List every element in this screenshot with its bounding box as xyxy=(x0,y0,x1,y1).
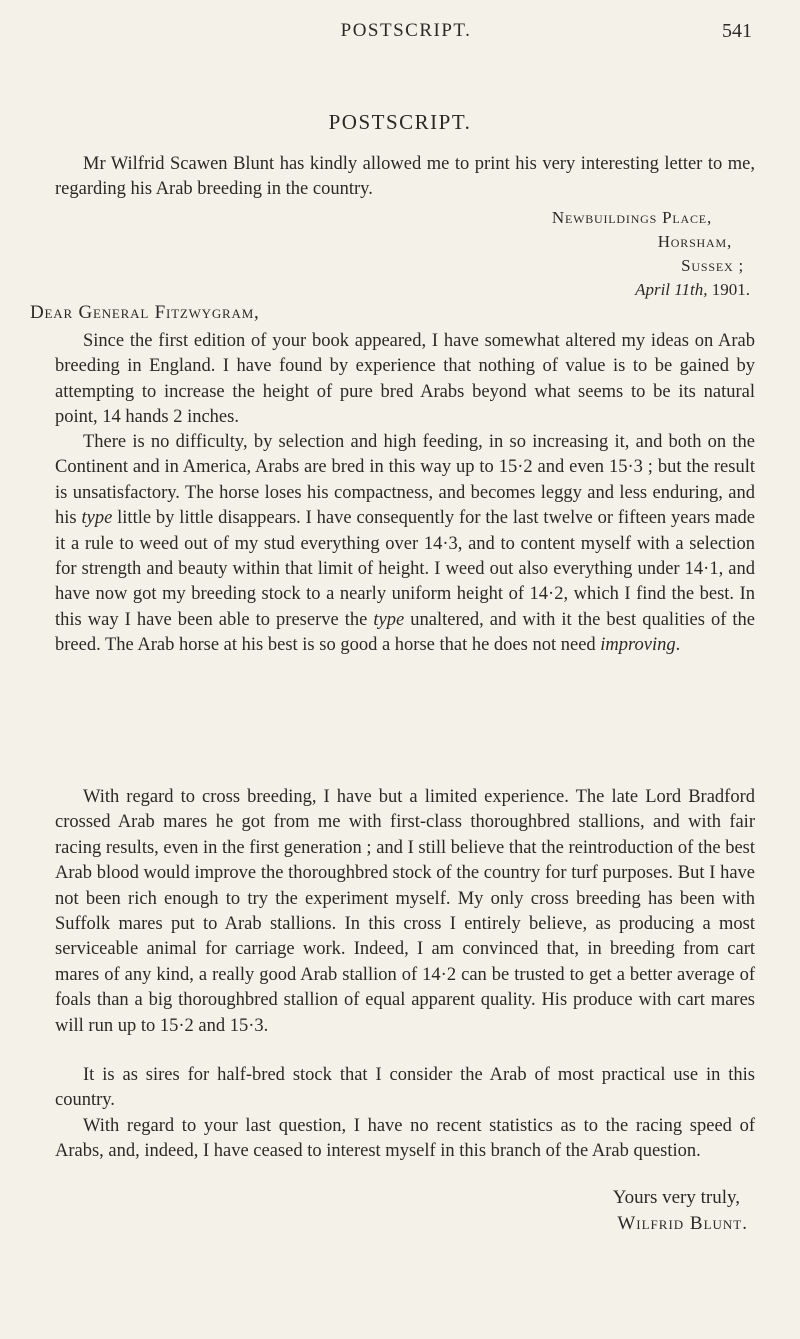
letter-date xyxy=(552,278,750,302)
paragraph-2-emphasis-type-2: type xyxy=(373,609,405,630)
address-line-2: Horsham, xyxy=(657,232,732,251)
paragraph-2-text-a: There is no difficulty, by selection and high feeding, in so increasing it, and both on the Continent and in America, Arabs are bred in this way up to 15·2 and even 15·3 ; but the result is unsatisfactory. The horse loses his compactness, and becomes leggy and less enduring, and his xyxy=(55,432,755,529)
paragraph-2-emphasis-improving: improving xyxy=(600,635,676,656)
page-number: 541 xyxy=(722,20,752,42)
paragraph-2-text-c: unaltered, and with it the best qualities of the breed. The Arab horse at his best is so good a horse that he does not need xyxy=(55,609,755,656)
letter-paragraph-2 xyxy=(55,430,755,659)
address-line-1: Newbuildings Place, xyxy=(551,208,712,227)
date-month: April xyxy=(635,280,671,299)
running-head xyxy=(60,20,752,50)
intro-paragraph: Mr Wilfrid Scawen Blunt has kindly allowed me to print his very interesting letter to me, regarding his Arab breeding in the country. xyxy=(55,154,755,200)
letter-address xyxy=(552,206,750,302)
section-heading: POSTSCRIPT. xyxy=(328,110,472,134)
letter-paragraph-4: It is as sires for half-bred stock that I consider the Arab of most practical use in this country. xyxy=(55,1065,755,1111)
letter-paragraph-5: With regard to your last question, I have no recent statistics as to the racing speed of Arabs, and, indeed, I have ceased to interest myself in this branch of the Arab question. xyxy=(55,1116,755,1162)
date-year: 1901. xyxy=(711,280,750,299)
paragraph-2-emphasis-type: type xyxy=(81,508,113,529)
letter-paragraph-1: Since the first edition of your book appeared, I have somewhat altered my ideas on Arab breeding in England. I have found by experience that nothing of value is to be gained by attempting to increase the height of pure bred Arabs beyond what seems to be its natural point, 14 hands 2 inches. xyxy=(55,331,755,428)
salutation: Dear General Fitzwygram, xyxy=(30,302,260,323)
running-title: POSTSCRIPT. xyxy=(340,20,472,41)
date-day: 11th, xyxy=(674,280,708,299)
paragraph-2-text-d: . xyxy=(675,635,681,656)
address-line-3: Sussex ; xyxy=(681,256,744,275)
letter-closing: Yours very truly, xyxy=(612,1187,740,1208)
paragraph-2-text-b: little by little disappears. I have consequently for the last twelve or fifteen years made it a rule to weed out of my stud everything over 14·3, and to content myself with a selection for strength and beauty within that limit of height. I weed out also everything under 14·1, and have now got my breeding stock to a nearly uniform height of 14·2, which I find the best. In this way I have been able to preserve the xyxy=(55,508,755,630)
letter-paragraph-3: With regard to cross breeding, I have but a limited experience. The late Lord Bradford crossed Arab mares he got from me with first-class thoroughbred stallions, and with fair racing results, even in the first generation ; and I still believe that the reintroduction of the best Arab blood would improve the thoroughbred stock of the country for turf purposes. But I have not been rich enough to try the experiment myself. My only cross breeding has been with Suffolk mares put to Arab stallions. In this cross I entirely believe, as producing a most serviceable animal for carriage work. Indeed, I am convinced that, in breeding from cart mares of any kind, a really good Arab stallion of 14·2 can be trusted to get a better average of foals than a big thoroughbred stallion of equal apparent quality. His produce with cart mares will run up to 15·2 and 15·3. xyxy=(55,787,755,1036)
letter-signature: Wilfrid Blunt. xyxy=(617,1213,748,1234)
